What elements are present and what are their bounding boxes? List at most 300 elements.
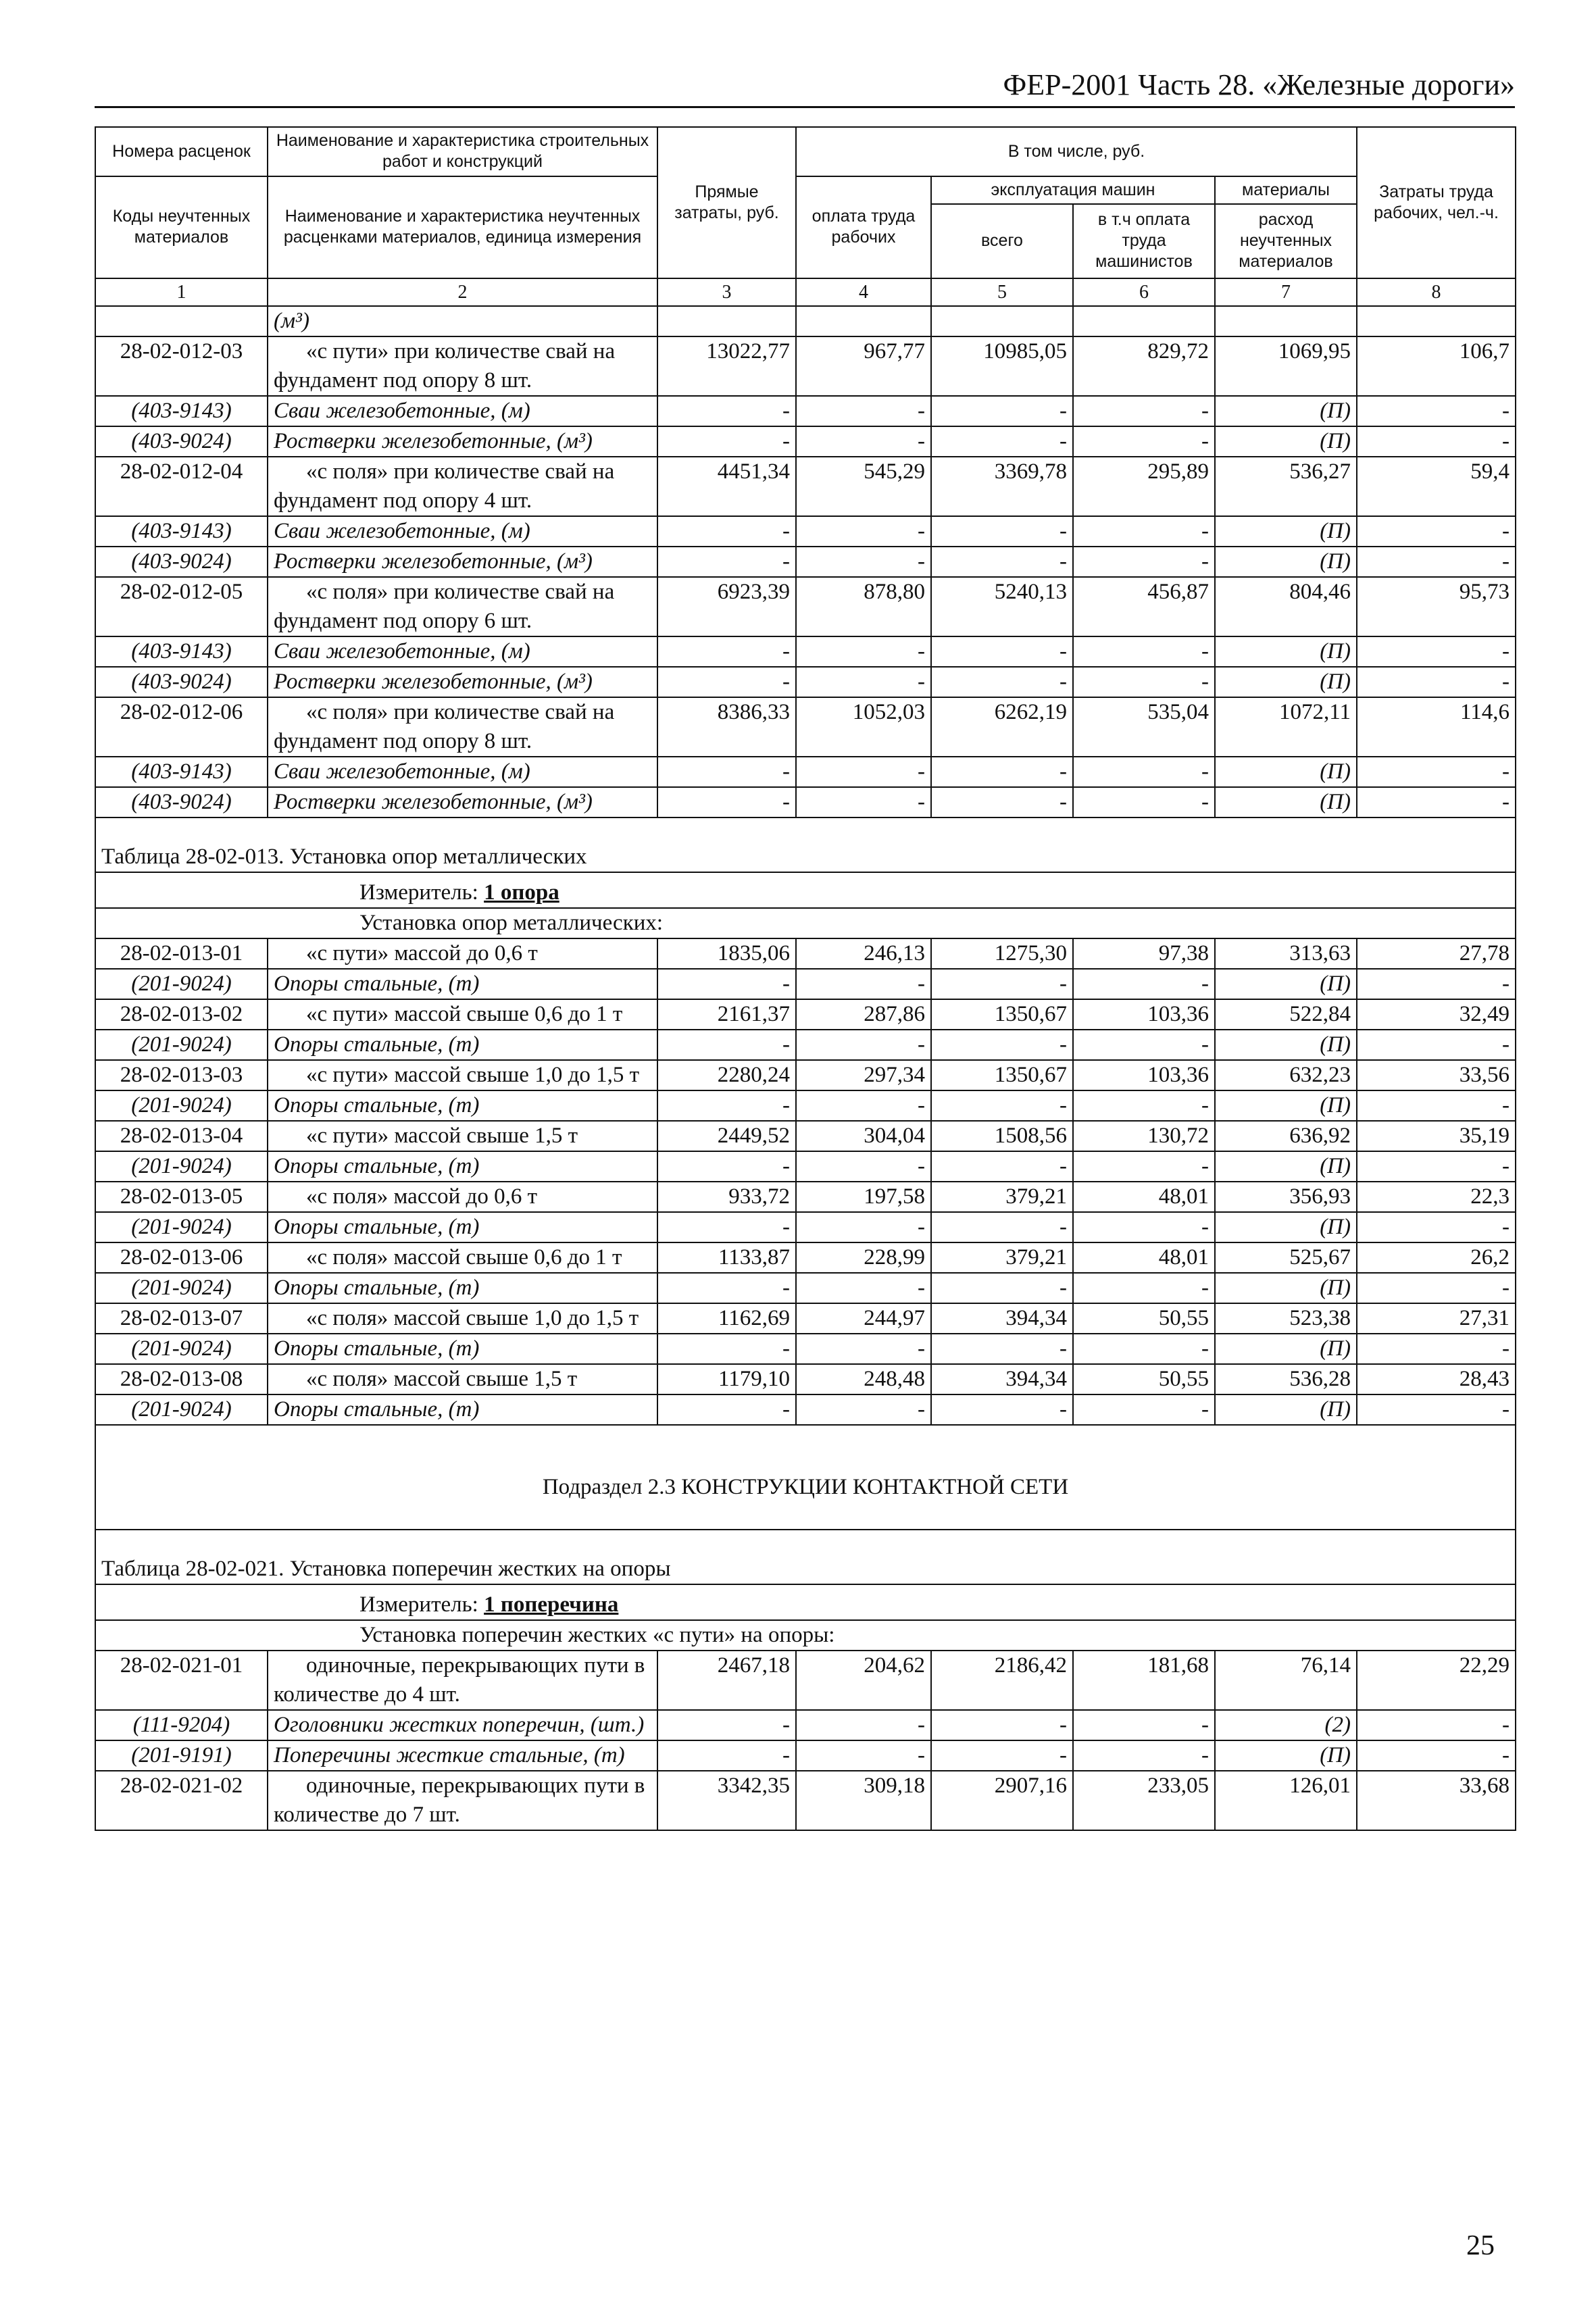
page-header: ФЕР-2001 Часть 28. «Железные дороги» xyxy=(95,68,1515,108)
rate-row xyxy=(95,1182,1516,1212)
col-num: 5 xyxy=(931,278,1073,306)
rate-code: 28-02-021-01 xyxy=(95,1651,268,1710)
material-value-c4: - xyxy=(796,1710,931,1740)
material-value-c7: (П) xyxy=(1215,1151,1357,1182)
table-header xyxy=(95,127,1516,306)
rate-value-c5: 10985,05 xyxy=(931,336,1073,396)
rate-value-c6: 50,55 xyxy=(1073,1364,1215,1394)
material-value-c8: - xyxy=(1357,1740,1516,1771)
material-value-c4: - xyxy=(796,396,931,426)
material-code: (403-9024) xyxy=(95,426,268,457)
material-row xyxy=(95,1030,1516,1060)
material-row xyxy=(95,667,1516,697)
material-value-c5: - xyxy=(931,1212,1073,1242)
material-name: Сваи железобетонные, (м) xyxy=(268,396,657,426)
rate-value-c4: 248,48 xyxy=(796,1364,931,1394)
rate-value-c4: 287,86 xyxy=(796,999,931,1030)
rate-code: 28-02-013-05 xyxy=(95,1182,268,1212)
group-heading-row xyxy=(95,908,1516,938)
rate-value-c5: 379,21 xyxy=(931,1182,1073,1212)
rate-value-c7: 523,38 xyxy=(1215,1303,1357,1334)
material-row xyxy=(95,396,1516,426)
rate-value-c5: 6262,19 xyxy=(931,697,1073,757)
material-value-c3: - xyxy=(657,1151,796,1182)
col-materials: материалы xyxy=(1215,176,1357,204)
material-value-c4: - xyxy=(796,1090,931,1121)
material-value-c8: - xyxy=(1357,547,1516,577)
rate-value-c8: 26,2 xyxy=(1357,1242,1516,1273)
rate-value-c4: 309,18 xyxy=(796,1771,931,1830)
material-code: (111-9204) xyxy=(95,1710,268,1740)
material-value-c3: - xyxy=(657,426,796,457)
material-value-c3: - xyxy=(657,1090,796,1121)
material-code: (403-9024) xyxy=(95,787,268,818)
col-materials-consumption: расход неучтенных материалов xyxy=(1215,204,1357,278)
col-machines-wage: в т.ч оплата труда машинистов xyxy=(1073,204,1215,278)
rate-value-c4: 967,77 xyxy=(796,336,931,396)
rate-value-c6: 103,36 xyxy=(1073,999,1215,1030)
col-num: 6 xyxy=(1073,278,1215,306)
material-value-c8: - xyxy=(1357,667,1516,697)
rate-row xyxy=(95,938,1516,969)
material-code: (201-9024) xyxy=(95,1030,268,1060)
material-name: Опоры стальные, (т) xyxy=(268,969,657,999)
material-code: (403-9143) xyxy=(95,396,268,426)
rate-value-c5: 2186,42 xyxy=(931,1651,1073,1710)
material-value-c6: - xyxy=(1073,757,1215,787)
material-name: Опоры стальные, (т) xyxy=(268,1030,657,1060)
table-title-row xyxy=(95,818,1516,872)
col-codes-bottom: Коды неучтенных материалов xyxy=(95,176,268,278)
rate-value-c3: 8386,33 xyxy=(657,697,796,757)
rate-value-c5: 394,34 xyxy=(931,1364,1073,1394)
material-value-c6: - xyxy=(1073,547,1215,577)
material-name: Опоры стальные, (т) xyxy=(268,1090,657,1121)
rate-value-c8: 22,29 xyxy=(1357,1651,1516,1710)
material-row xyxy=(95,1273,1516,1303)
material-code: (201-9024) xyxy=(95,1212,268,1242)
table-meter xyxy=(95,1584,1516,1620)
rate-value-c8: 33,56 xyxy=(1357,1060,1516,1090)
material-value-c3: - xyxy=(657,1334,796,1364)
material-value-c5: - xyxy=(931,1334,1073,1364)
carry-over-unit: (м³) xyxy=(268,306,657,336)
material-value-c4: - xyxy=(796,1273,931,1303)
rate-name: «с поля» массой до 0,6 т xyxy=(268,1182,657,1212)
material-row xyxy=(95,787,1516,818)
rate-value-c4: 297,34 xyxy=(796,1060,931,1090)
col-machines: эксплуатация машин xyxy=(931,176,1215,204)
rate-name: «с поля» массой свыше 1,0 до 1,5 т xyxy=(268,1303,657,1334)
material-value-c6: - xyxy=(1073,787,1215,818)
rate-value-c4: 246,13 xyxy=(796,938,931,969)
material-value-c4: - xyxy=(796,636,931,667)
material-value-c4: - xyxy=(796,667,931,697)
material-value-c4: - xyxy=(796,1030,931,1060)
material-value-c5: - xyxy=(931,1151,1073,1182)
rates-table xyxy=(95,126,1516,1831)
rate-value-c3: 1835,06 xyxy=(657,938,796,969)
material-row xyxy=(95,516,1516,547)
rate-value-c8: 35,19 xyxy=(1357,1121,1516,1151)
material-code: (201-9191) xyxy=(95,1740,268,1771)
rate-code: 28-02-021-02 xyxy=(95,1771,268,1830)
rate-value-c7: 126,01 xyxy=(1215,1771,1357,1830)
col-wages: оплата труда рабочих xyxy=(796,176,931,278)
col-num: 2 xyxy=(268,278,657,306)
rate-value-c8: 114,6 xyxy=(1357,697,1516,757)
material-code: (201-9024) xyxy=(95,1151,268,1182)
rate-code: 28-02-012-03 xyxy=(95,336,268,396)
material-value-c4: - xyxy=(796,969,931,999)
rate-code: 28-02-013-07 xyxy=(95,1303,268,1334)
material-value-c3: - xyxy=(657,1394,796,1425)
material-value-c3: - xyxy=(657,1212,796,1242)
material-value-c6: - xyxy=(1073,426,1215,457)
material-code: (403-9024) xyxy=(95,547,268,577)
col-codes-top: Номера расценок xyxy=(95,127,268,176)
material-name: Ростверки железобетонные, (м³) xyxy=(268,667,657,697)
rate-name: «с поля» при количестве свай на фундамент под опору 4 шт. xyxy=(268,457,657,516)
table-meter xyxy=(95,872,1516,908)
material-code: (201-9024) xyxy=(95,1394,268,1425)
material-row xyxy=(95,1740,1516,1771)
meter-row xyxy=(95,1584,1516,1620)
material-value-c8: - xyxy=(1357,969,1516,999)
rate-value-c7: 536,27 xyxy=(1215,457,1357,516)
material-value-c6: - xyxy=(1073,516,1215,547)
material-value-c6: - xyxy=(1073,1030,1215,1060)
group-heading: Установка опор металлических: xyxy=(95,908,1516,938)
material-row xyxy=(95,547,1516,577)
material-value-c3: - xyxy=(657,636,796,667)
material-name: Ростверки железобетонные, (м³) xyxy=(268,787,657,818)
material-name: Оголовники жестких поперечин, (шт.) xyxy=(268,1710,657,1740)
rate-value-c8: 106,7 xyxy=(1357,336,1516,396)
rate-name: «с пути» при количестве свай на фундамент под опору 8 шт. xyxy=(268,336,657,396)
material-value-c3: - xyxy=(657,969,796,999)
material-name: Опоры стальные, (т) xyxy=(268,1334,657,1364)
rate-value-c8: 27,31 xyxy=(1357,1303,1516,1334)
col-name-top: Наименование и характеристика строительных работ и конструкций xyxy=(268,127,657,176)
rate-value-c5: 394,34 xyxy=(931,1303,1073,1334)
rate-value-c3: 3342,35 xyxy=(657,1771,796,1830)
rate-code: 28-02-013-06 xyxy=(95,1242,268,1273)
rate-value-c6: 181,68 xyxy=(1073,1651,1215,1710)
rate-value-c7: 525,67 xyxy=(1215,1242,1357,1273)
material-value-c5: - xyxy=(931,1090,1073,1121)
material-value-c4: - xyxy=(796,547,931,577)
col-num: 3 xyxy=(657,278,796,306)
rate-value-c4: 1052,03 xyxy=(796,697,931,757)
material-value-c8: - xyxy=(1357,426,1516,457)
rate-value-c7: 1072,11 xyxy=(1215,697,1357,757)
material-value-c5: - xyxy=(931,1030,1073,1060)
material-value-c4: - xyxy=(796,757,931,787)
material-row xyxy=(95,1090,1516,1121)
rate-value-c5: 379,21 xyxy=(931,1242,1073,1273)
rate-value-c7: 313,63 xyxy=(1215,938,1357,969)
material-value-c5: - xyxy=(931,636,1073,667)
rate-value-c3: 2449,52 xyxy=(657,1121,796,1151)
rate-value-c7: 356,93 xyxy=(1215,1182,1357,1212)
table-title: Таблица 28-02-013. Установка опор металлических xyxy=(95,818,1516,872)
group-heading-row xyxy=(95,1620,1516,1651)
material-code: (201-9024) xyxy=(95,1273,268,1303)
material-value-c3: - xyxy=(657,787,796,818)
material-value-c6: - xyxy=(1073,969,1215,999)
material-value-c5: - xyxy=(931,426,1073,457)
col-machines-total: всего xyxy=(931,204,1073,278)
rate-value-c5: 1350,67 xyxy=(931,1060,1073,1090)
rate-row xyxy=(95,1242,1516,1273)
rate-value-c3: 2280,24 xyxy=(657,1060,796,1090)
carry-over-row xyxy=(95,306,1516,336)
rate-code: 28-02-013-08 xyxy=(95,1364,268,1394)
rate-value-c5: 1508,56 xyxy=(931,1121,1073,1151)
material-value-c8: - xyxy=(1357,1030,1516,1060)
material-name: Сваи железобетонные, (м) xyxy=(268,757,657,787)
material-value-c7: (П) xyxy=(1215,1030,1357,1060)
rate-value-c6: 233,05 xyxy=(1073,1771,1215,1830)
material-value-c6: - xyxy=(1073,1212,1215,1242)
rate-value-c3: 1162,69 xyxy=(657,1303,796,1334)
rate-name: «с поля» при количестве свай на фундамент под опору 8 шт. xyxy=(268,697,657,757)
rate-value-c6: 97,38 xyxy=(1073,938,1215,969)
material-name: Поперечины жесткие стальные, (т) xyxy=(268,1740,657,1771)
meter-value: 1 поперечина xyxy=(484,1592,619,1617)
rate-value-c3: 1133,87 xyxy=(657,1242,796,1273)
rate-code: 28-02-013-04 xyxy=(95,1121,268,1151)
material-value-c5: - xyxy=(931,757,1073,787)
material-code: (403-9143) xyxy=(95,516,268,547)
material-row xyxy=(95,757,1516,787)
rate-value-c8: 32,49 xyxy=(1357,999,1516,1030)
material-row xyxy=(95,1394,1516,1425)
rate-value-c6: 103,36 xyxy=(1073,1060,1215,1090)
material-name: Ростверки железобетонные, (м³) xyxy=(268,426,657,457)
rate-value-c6: 829,72 xyxy=(1073,336,1215,396)
table-title-row xyxy=(95,1530,1516,1584)
rate-row xyxy=(95,697,1516,757)
rate-row xyxy=(95,336,1516,396)
material-value-c6: - xyxy=(1073,636,1215,667)
rate-value-c6: 50,55 xyxy=(1073,1303,1215,1334)
rate-value-c5: 2907,16 xyxy=(931,1771,1073,1830)
rate-row xyxy=(95,1303,1516,1334)
subsection-title: Подраздел 2.3 КОНСТРУКЦИИ КОНТАКТНОЙ СЕТИ xyxy=(95,1425,1516,1530)
material-value-c3: - xyxy=(657,396,796,426)
material-value-c3: - xyxy=(657,1273,796,1303)
rate-value-c7: 804,46 xyxy=(1215,577,1357,636)
material-value-c4: - xyxy=(796,1151,931,1182)
material-value-c3: - xyxy=(657,547,796,577)
material-value-c7: (П) xyxy=(1215,547,1357,577)
col-num: 1 xyxy=(95,278,268,306)
rate-name: «с пути» массой свыше 1,5 т xyxy=(268,1121,657,1151)
rate-value-c3: 1179,10 xyxy=(657,1364,796,1394)
rate-row xyxy=(95,1060,1516,1090)
rate-code: 28-02-013-03 xyxy=(95,1060,268,1090)
rate-value-c3: 6923,39 xyxy=(657,577,796,636)
material-value-c7: (П) xyxy=(1215,667,1357,697)
material-value-c8: - xyxy=(1357,1090,1516,1121)
rate-value-c8: 22,3 xyxy=(1357,1182,1516,1212)
material-value-c7: (П) xyxy=(1215,1212,1357,1242)
rate-value-c5: 1350,67 xyxy=(931,999,1073,1030)
col-name-bottom: Наименование и характеристика неучтенных расценками материалов, единица измерения xyxy=(268,176,657,278)
material-value-c7: (П) xyxy=(1215,787,1357,818)
table-title: Таблица 28-02-021. Установка поперечин жестких на опоры xyxy=(95,1530,1516,1584)
material-value-c8: - xyxy=(1357,757,1516,787)
material-value-c6: - xyxy=(1073,1740,1215,1771)
meter-label: Измеритель: xyxy=(359,880,484,905)
meter-row xyxy=(95,872,1516,908)
group-heading: Установка поперечин жестких «с пути» на опоры: xyxy=(95,1620,1516,1651)
material-value-c8: - xyxy=(1357,636,1516,667)
material-value-c7: (П) xyxy=(1215,1740,1357,1771)
rate-name: «с поля» при количестве свай на фундамент под опору 6 шт. xyxy=(268,577,657,636)
material-code: (201-9024) xyxy=(95,1090,268,1121)
material-value-c3: - xyxy=(657,1740,796,1771)
material-value-c5: - xyxy=(931,1273,1073,1303)
rate-row xyxy=(95,457,1516,516)
material-value-c7: (П) xyxy=(1215,516,1357,547)
material-value-c4: - xyxy=(796,1334,931,1364)
col-num: 7 xyxy=(1215,278,1357,306)
material-value-c6: - xyxy=(1073,1334,1215,1364)
material-value-c3: - xyxy=(657,1030,796,1060)
rate-row xyxy=(95,1651,1516,1710)
rate-value-c7: 1069,95 xyxy=(1215,336,1357,396)
rate-value-c6: 295,89 xyxy=(1073,457,1215,516)
rate-value-c5: 3369,78 xyxy=(931,457,1073,516)
material-row xyxy=(95,1151,1516,1182)
col-num: 4 xyxy=(796,278,931,306)
material-name: Опоры стальные, (т) xyxy=(268,1394,657,1425)
rate-code: 28-02-012-05 xyxy=(95,577,268,636)
rate-name: одиночные, перекрывающих пути в количестве до 7 шт. xyxy=(268,1771,657,1830)
material-value-c7: (П) xyxy=(1215,1394,1357,1425)
material-value-c6: - xyxy=(1073,1090,1215,1121)
material-value-c8: - xyxy=(1357,1273,1516,1303)
material-value-c6: - xyxy=(1073,1273,1215,1303)
material-row xyxy=(95,969,1516,999)
rate-value-c4: 304,04 xyxy=(796,1121,931,1151)
material-value-c6: - xyxy=(1073,667,1215,697)
rate-value-c7: 76,14 xyxy=(1215,1651,1357,1710)
rate-name: одиночные, перекрывающих пути в количестве до 4 шт. xyxy=(268,1651,657,1710)
material-value-c5: - xyxy=(931,516,1073,547)
page-number: 25 xyxy=(1466,2230,1495,2261)
rate-row xyxy=(95,1771,1516,1830)
column-numbers-row xyxy=(95,278,1516,306)
material-value-c6: - xyxy=(1073,1151,1215,1182)
rate-value-c8: 28,43 xyxy=(1357,1364,1516,1394)
rate-value-c6: 130,72 xyxy=(1073,1121,1215,1151)
material-code: (403-9024) xyxy=(95,667,268,697)
table-body xyxy=(95,306,1516,1830)
material-value-c5: - xyxy=(931,1740,1073,1771)
material-row xyxy=(95,1334,1516,1364)
material-value-c7: (П) xyxy=(1215,1090,1357,1121)
material-row xyxy=(95,1212,1516,1242)
material-value-c8: - xyxy=(1357,787,1516,818)
rate-value-c6: 456,87 xyxy=(1073,577,1215,636)
subsection-title-row xyxy=(95,1425,1516,1530)
material-value-c3: - xyxy=(657,1710,796,1740)
rate-value-c3: 2467,18 xyxy=(657,1651,796,1710)
rate-code: 28-02-013-02 xyxy=(95,999,268,1030)
rate-code: 28-02-012-06 xyxy=(95,697,268,757)
material-value-c5: - xyxy=(931,667,1073,697)
material-value-c4: - xyxy=(796,1212,931,1242)
rate-name: «с пути» массой свыше 0,6 до 1 т xyxy=(268,999,657,1030)
rate-name: «с пути» массой свыше 1,0 до 1,5 т xyxy=(268,1060,657,1090)
material-value-c7: (2) xyxy=(1215,1710,1357,1740)
material-name: Сваи железобетонные, (м) xyxy=(268,636,657,667)
material-value-c4: - xyxy=(796,516,931,547)
material-value-c5: - xyxy=(931,969,1073,999)
material-row xyxy=(95,1710,1516,1740)
rate-value-c7: 632,23 xyxy=(1215,1060,1357,1090)
material-value-c7: (П) xyxy=(1215,426,1357,457)
material-value-c4: - xyxy=(796,1394,931,1425)
material-value-c7: (П) xyxy=(1215,396,1357,426)
material-name: Сваи железобетонные, (м) xyxy=(268,516,657,547)
rate-value-c6: 48,01 xyxy=(1073,1182,1215,1212)
material-value-c7: (П) xyxy=(1215,1273,1357,1303)
material-value-c7: (П) xyxy=(1215,636,1357,667)
material-value-c4: - xyxy=(796,426,931,457)
rate-value-c6: 48,01 xyxy=(1073,1242,1215,1273)
rate-value-c3: 933,72 xyxy=(657,1182,796,1212)
rate-value-c4: 204,62 xyxy=(796,1651,931,1710)
material-value-c7: (П) xyxy=(1215,1334,1357,1364)
rate-value-c3: 13022,77 xyxy=(657,336,796,396)
material-code: (403-9143) xyxy=(95,636,268,667)
material-value-c5: - xyxy=(931,1394,1073,1425)
rate-name: «с пути» массой до 0,6 т xyxy=(268,938,657,969)
material-name: Опоры стальные, (т) xyxy=(268,1273,657,1303)
meter-value: 1 опора xyxy=(484,880,559,905)
rate-value-c3: 4451,34 xyxy=(657,457,796,516)
rate-code: 28-02-012-04 xyxy=(95,457,268,516)
rate-value-c5: 1275,30 xyxy=(931,938,1073,969)
material-code: (201-9024) xyxy=(95,969,268,999)
material-value-c3: - xyxy=(657,667,796,697)
material-row xyxy=(95,636,1516,667)
material-value-c8: - xyxy=(1357,396,1516,426)
col-num: 8 xyxy=(1357,278,1516,306)
material-value-c5: - xyxy=(931,547,1073,577)
rate-value-c4: 545,29 xyxy=(796,457,931,516)
material-value-c8: - xyxy=(1357,1394,1516,1425)
col-labor: Затраты труда рабочих, чел.-ч. xyxy=(1357,127,1516,278)
material-value-c8: - xyxy=(1357,516,1516,547)
rate-value-c8: 59,4 xyxy=(1357,457,1516,516)
col-including: В том числе, руб. xyxy=(796,127,1357,176)
material-value-c6: - xyxy=(1073,1710,1215,1740)
material-value-c8: - xyxy=(1357,1334,1516,1364)
material-name: Ростверки железобетонные, (м³) xyxy=(268,547,657,577)
material-value-c5: - xyxy=(931,787,1073,818)
rate-value-c5: 5240,13 xyxy=(931,577,1073,636)
rate-value-c4: 244,97 xyxy=(796,1303,931,1334)
rate-value-c3: 2161,37 xyxy=(657,999,796,1030)
material-name: Опоры стальные, (т) xyxy=(268,1212,657,1242)
material-value-c5: - xyxy=(931,1710,1073,1740)
